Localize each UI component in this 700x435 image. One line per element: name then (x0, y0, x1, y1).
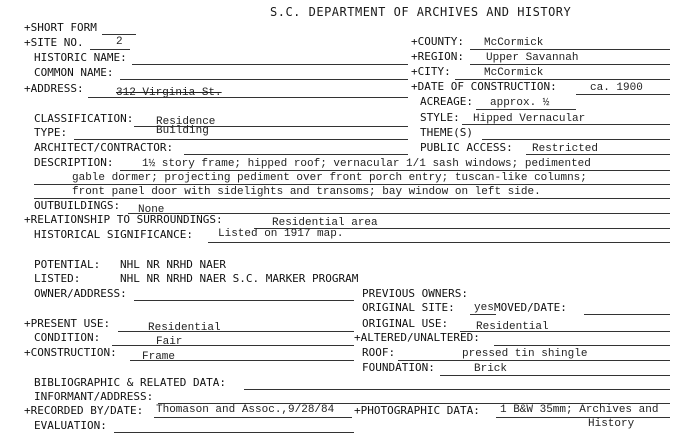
theme-line (482, 139, 670, 140)
classification-value: Residence (156, 116, 216, 128)
city-label: +CITY: (411, 65, 451, 78)
outbuildings-label: OUTBUILDINGS: (34, 199, 121, 212)
present-use-label: +PRESENT USE: (24, 317, 111, 330)
description-rule-1 (120, 170, 670, 171)
present-use-line (118, 331, 354, 332)
photographic-data-label: +PHOTOGRAPHIC DATA: (354, 404, 480, 417)
owner-address-line (134, 300, 354, 301)
county-value: McCormick (484, 37, 544, 49)
public-access-label: PUBLIC ACCESS: (420, 141, 513, 154)
style-value: Hipped Vernacular (473, 113, 586, 125)
type-label: TYPE: (34, 126, 68, 139)
construction-value: Frame (142, 351, 176, 363)
historical-significance-value: Listed on 1917 map. (218, 228, 344, 240)
relationship-value: Residential area (272, 217, 378, 229)
recorded-by-line (154, 417, 352, 418)
foundation-label: FOUNDATION: (362, 361, 435, 374)
recorded-by-label: +RECORDED BY/DATE: (24, 404, 144, 417)
region-line (470, 64, 670, 65)
outbuildings-value: None (138, 204, 165, 216)
bibliographic-label: BIBLIOGRAPHIC & RELATED DATA: (34, 376, 227, 389)
address-label: +ADDRESS: (24, 82, 84, 95)
description-line-2: gable dormer; projecting pediment over front porch entry; tuscan-like columns; (72, 172, 587, 184)
date-of-construction-label: +DATE OF CONSTRUCTION: (411, 80, 557, 93)
roof-line (398, 360, 670, 361)
site-no-line (90, 49, 130, 50)
historical-significance-label: HISTORICAL SIGNIFICANCE: (34, 228, 193, 241)
foundation-line (440, 375, 670, 376)
description-line-1: 1½ story frame; hipped roof; vernacular 1/1 sash windows; pedimented (142, 158, 591, 170)
acreage-label: ACREAGE: (420, 95, 473, 108)
historical-significance-line (208, 242, 670, 243)
moved-date-line (584, 314, 670, 315)
original-use-label: ORIGINAL USE: (362, 317, 449, 330)
type-line (74, 139, 408, 140)
style-line (462, 124, 670, 125)
original-use-line (460, 331, 670, 332)
original-site-line (470, 314, 496, 315)
address-value: 312 Virginia St. (116, 87, 222, 99)
construction-line (130, 360, 354, 361)
relationship-label: +RELATIONSHIP TO SURROUNDINGS: (24, 213, 223, 226)
common-name-line (120, 79, 408, 80)
date-of-construction-value: ca. 1900 (590, 82, 643, 94)
address-line (88, 97, 408, 98)
bibliographic-line (244, 389, 670, 390)
altered-line (494, 345, 670, 346)
description-line-3: front panel door with sidelights and transoms; bay window on left side. (72, 186, 541, 198)
city-value: McCormick (484, 67, 544, 79)
acreage-value: approx. ½ (490, 97, 550, 109)
altered-label: +ALTERED/UNALTERED: (354, 331, 480, 344)
common-name-label: COMMON NAME: (34, 66, 114, 79)
site-no-value: 2 (116, 36, 123, 48)
description-rule-2 (34, 184, 670, 185)
condition-label: CONDITION: (34, 331, 101, 344)
public-access-value: Restricted (532, 143, 599, 155)
roof-value: pressed tin shingle (462, 348, 588, 360)
photographic-data-value-2: History (588, 418, 635, 430)
short-form-line (102, 34, 136, 35)
county-line (470, 49, 670, 50)
owner-address-label: OWNER/ADDRESS: (34, 287, 127, 300)
site-no-label: +SITE NO. (24, 36, 84, 49)
previous-owners-label: PREVIOUS OWNERS: (362, 287, 468, 300)
construction-label: +CONSTRUCTION: (24, 346, 117, 359)
acreage-line (476, 109, 576, 110)
present-use-value: Residential (148, 322, 221, 334)
foundation-value: Brick (474, 363, 508, 375)
public-access-line (526, 154, 670, 155)
listed-options: NHL NR NRHD NAER S.C. MARKER PROGRAM (120, 272, 359, 285)
potential-label: POTENTIAL: (34, 258, 101, 271)
photographic-data-value-1: 1 B&W 35mm; Archives and (500, 404, 659, 416)
condition-line (112, 345, 354, 346)
date-of-construction-line (576, 94, 670, 95)
recorded-by-value: Thomason and Assoc.,9/28/84 (156, 404, 335, 416)
original-site-label: ORIGINAL SITE: (362, 301, 455, 314)
moved-date-label: MOVED/DATE: (494, 301, 567, 314)
form-title: S.C. DEPARTMENT OF ARCHIVES AND HISTORY (270, 5, 572, 19)
short-form-label: +SHORT FORM (24, 21, 97, 34)
photographic-data-line (496, 417, 670, 418)
style-label: STYLE: (420, 111, 460, 124)
informant-label: INFORMANT/ADDRESS: (34, 390, 154, 403)
description-rule-3 (34, 198, 670, 199)
description-label: DESCRIPTION: (34, 156, 114, 169)
historic-name-label: HISTORIC NAME: (34, 51, 127, 64)
type-value: Building (156, 125, 209, 137)
original-site-value: yes (474, 302, 494, 314)
original-use-value: Residential (476, 321, 549, 333)
county-label: +COUNTY: (411, 35, 464, 48)
evaluation-line (114, 432, 354, 433)
listed-label: LISTED: (34, 272, 81, 285)
architect-line (184, 154, 408, 155)
potential-options: NHL NR NRHD NAER (120, 258, 226, 271)
classification-label: CLASSIFICATION: (34, 112, 134, 125)
theme-label: THEME(S) (420, 126, 473, 139)
region-label: +REGION: (411, 50, 464, 63)
architect-label: ARCHITECT/CONTRACTOR: (34, 141, 174, 154)
condition-value: Fair (156, 336, 183, 348)
historic-name-line (132, 64, 408, 65)
evaluation-label: EVALUATION: (34, 419, 107, 432)
region-value: Upper Savannah (486, 52, 579, 64)
roof-label: ROOF: (362, 346, 396, 359)
